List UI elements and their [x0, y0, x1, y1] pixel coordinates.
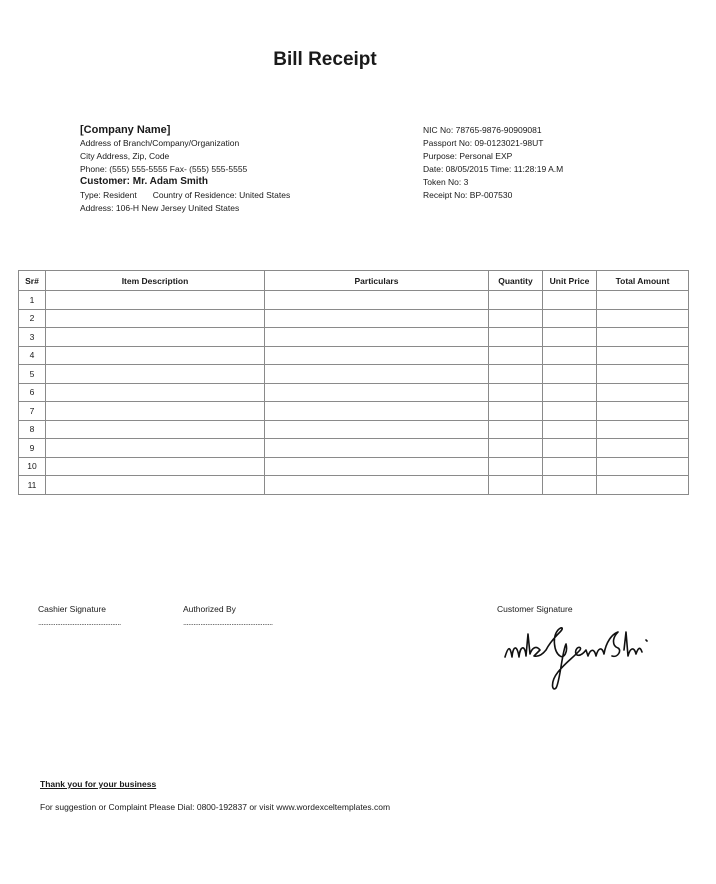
customer-address: Address: 106-H New Jersey United States: [80, 202, 240, 213]
row-number: 9: [19, 439, 46, 458]
row-number: 8: [19, 420, 46, 439]
cashier-signature-label: Cashier Signature: [38, 604, 107, 614]
table-row: [19, 365, 689, 384]
table-cell: [46, 309, 265, 328]
table-cell: [543, 365, 597, 384]
nic-number: NIC No: 78765-9876-90909081: [423, 125, 542, 135]
table-cell: [489, 346, 543, 365]
table-cell: [489, 402, 543, 421]
table-cell: [543, 420, 597, 439]
table-cell: [46, 328, 265, 347]
table-cell: [597, 457, 689, 476]
table-cell: [489, 476, 543, 495]
table-cell: [46, 365, 265, 384]
table-row: [19, 291, 689, 310]
table-cell: [46, 439, 265, 458]
customer-type: Type: Resident: [80, 189, 137, 200]
table-cell: [265, 420, 489, 439]
table-cell: [597, 291, 689, 310]
table-row: [19, 439, 689, 458]
customer-type-row: [80, 189, 290, 202]
company-name: [Company Name]: [80, 124, 171, 136]
table-row: [19, 309, 689, 328]
row-number: 2: [19, 309, 46, 328]
row-number: 11: [19, 476, 46, 495]
table-cell: [265, 402, 489, 421]
table-cell: [597, 328, 689, 347]
table-cell: [597, 383, 689, 402]
customer-handwritten-signature: [500, 612, 665, 692]
table-cell: [597, 402, 689, 421]
table-cell: [489, 439, 543, 458]
table-cell: [543, 328, 597, 347]
table-cell: [543, 457, 597, 476]
table-cell: [265, 365, 489, 384]
company-phone-line: Phone: (555) 555-5555 Fax- (555) 555-5555: [80, 163, 248, 174]
passport-number: Passport No: 09-0123021-98UT: [423, 137, 544, 148]
table-cell: [489, 328, 543, 347]
table-cell: [46, 402, 265, 421]
row-number: 5: [19, 365, 46, 384]
table-cell: [265, 457, 489, 476]
token-number: Token No: 3: [423, 176, 469, 187]
cashier-signature-line: ................................................: [38, 618, 121, 627]
table-cell: [543, 383, 597, 402]
table-cell: [46, 420, 265, 439]
header-sr: Sr#: [19, 271, 46, 291]
table-cell: [265, 328, 489, 347]
table-cell: [543, 402, 597, 421]
table-cell: [46, 476, 265, 495]
purpose: Purpose: Personal EXP: [423, 150, 513, 161]
items-table: [18, 270, 689, 495]
date-time: Date: 08/05/2015 Time: 11:28:19 A.M: [423, 163, 564, 174]
table-cell: [265, 439, 489, 458]
header-particulars: Particulars: [265, 271, 489, 291]
document-title: Bill Receipt: [273, 49, 377, 70]
table-cell: [597, 365, 689, 384]
table-row: [19, 328, 689, 347]
table-cell: [543, 346, 597, 365]
row-number: 7: [19, 402, 46, 421]
table-row: [19, 346, 689, 365]
table-cell: [543, 476, 597, 495]
table-header-row: [19, 271, 689, 291]
table-row: [19, 402, 689, 421]
table-row: [19, 457, 689, 476]
table-cell: [46, 346, 265, 365]
table-cell: [46, 457, 265, 476]
table-cell: [265, 346, 489, 365]
company-address-line: Address of Branch/Company/Organization: [80, 138, 240, 148]
row-number: 6: [19, 383, 46, 402]
table-cell: [265, 291, 489, 310]
table-cell: [597, 309, 689, 328]
authorized-signature-line: ....................................................: [183, 618, 273, 627]
company-city-line: City Address, Zip, Code: [80, 150, 170, 161]
authorized-by-label: Authorized By: [183, 604, 236, 614]
table-row: [19, 476, 689, 495]
table-cell: [489, 383, 543, 402]
table-cell: [265, 309, 489, 328]
table-row: [19, 383, 689, 402]
header-item-description: Item Description: [46, 271, 265, 291]
company-info: [80, 123, 290, 214]
table-cell: [543, 291, 597, 310]
table-cell: [543, 309, 597, 328]
table-cell: [597, 439, 689, 458]
table-cell: [543, 439, 597, 458]
table-cell: [597, 476, 689, 495]
receipt-number: Receipt No: BP-007530: [423, 189, 513, 200]
contact-info: For suggestion or Complaint Please Dial: 0800-192837 or visit www.wordexceltemplates.com: [40, 802, 391, 812]
table-cell: [489, 457, 543, 476]
table-cell: [489, 309, 543, 328]
table-cell: [46, 383, 265, 402]
row-number: 1: [19, 291, 46, 310]
table-cell: [489, 365, 543, 384]
header-quantity: Quantity: [489, 271, 543, 291]
table-cell: [265, 476, 489, 495]
table-cell: [46, 291, 265, 310]
row-number: 4: [19, 346, 46, 365]
table-cell: [489, 420, 543, 439]
table-cell: [265, 383, 489, 402]
row-number: 3: [19, 328, 46, 347]
customer-name: Customer: Mr. Adam Smith: [80, 175, 208, 187]
table-cell: [489, 291, 543, 310]
header-total-amount: Total Amount: [597, 271, 689, 291]
header-unit-price: Unit Price: [543, 271, 597, 291]
table-row: [19, 420, 689, 439]
table-cell: [597, 346, 689, 365]
table-cell: [597, 420, 689, 439]
customer-country: Country of Residence: United States: [152, 189, 291, 200]
customer-signature-label: Customer Signature: [497, 604, 573, 614]
thank-you-note: Thank you for your business: [40, 779, 157, 789]
receipt-details: [423, 124, 563, 201]
row-number: 10: [19, 457, 46, 476]
